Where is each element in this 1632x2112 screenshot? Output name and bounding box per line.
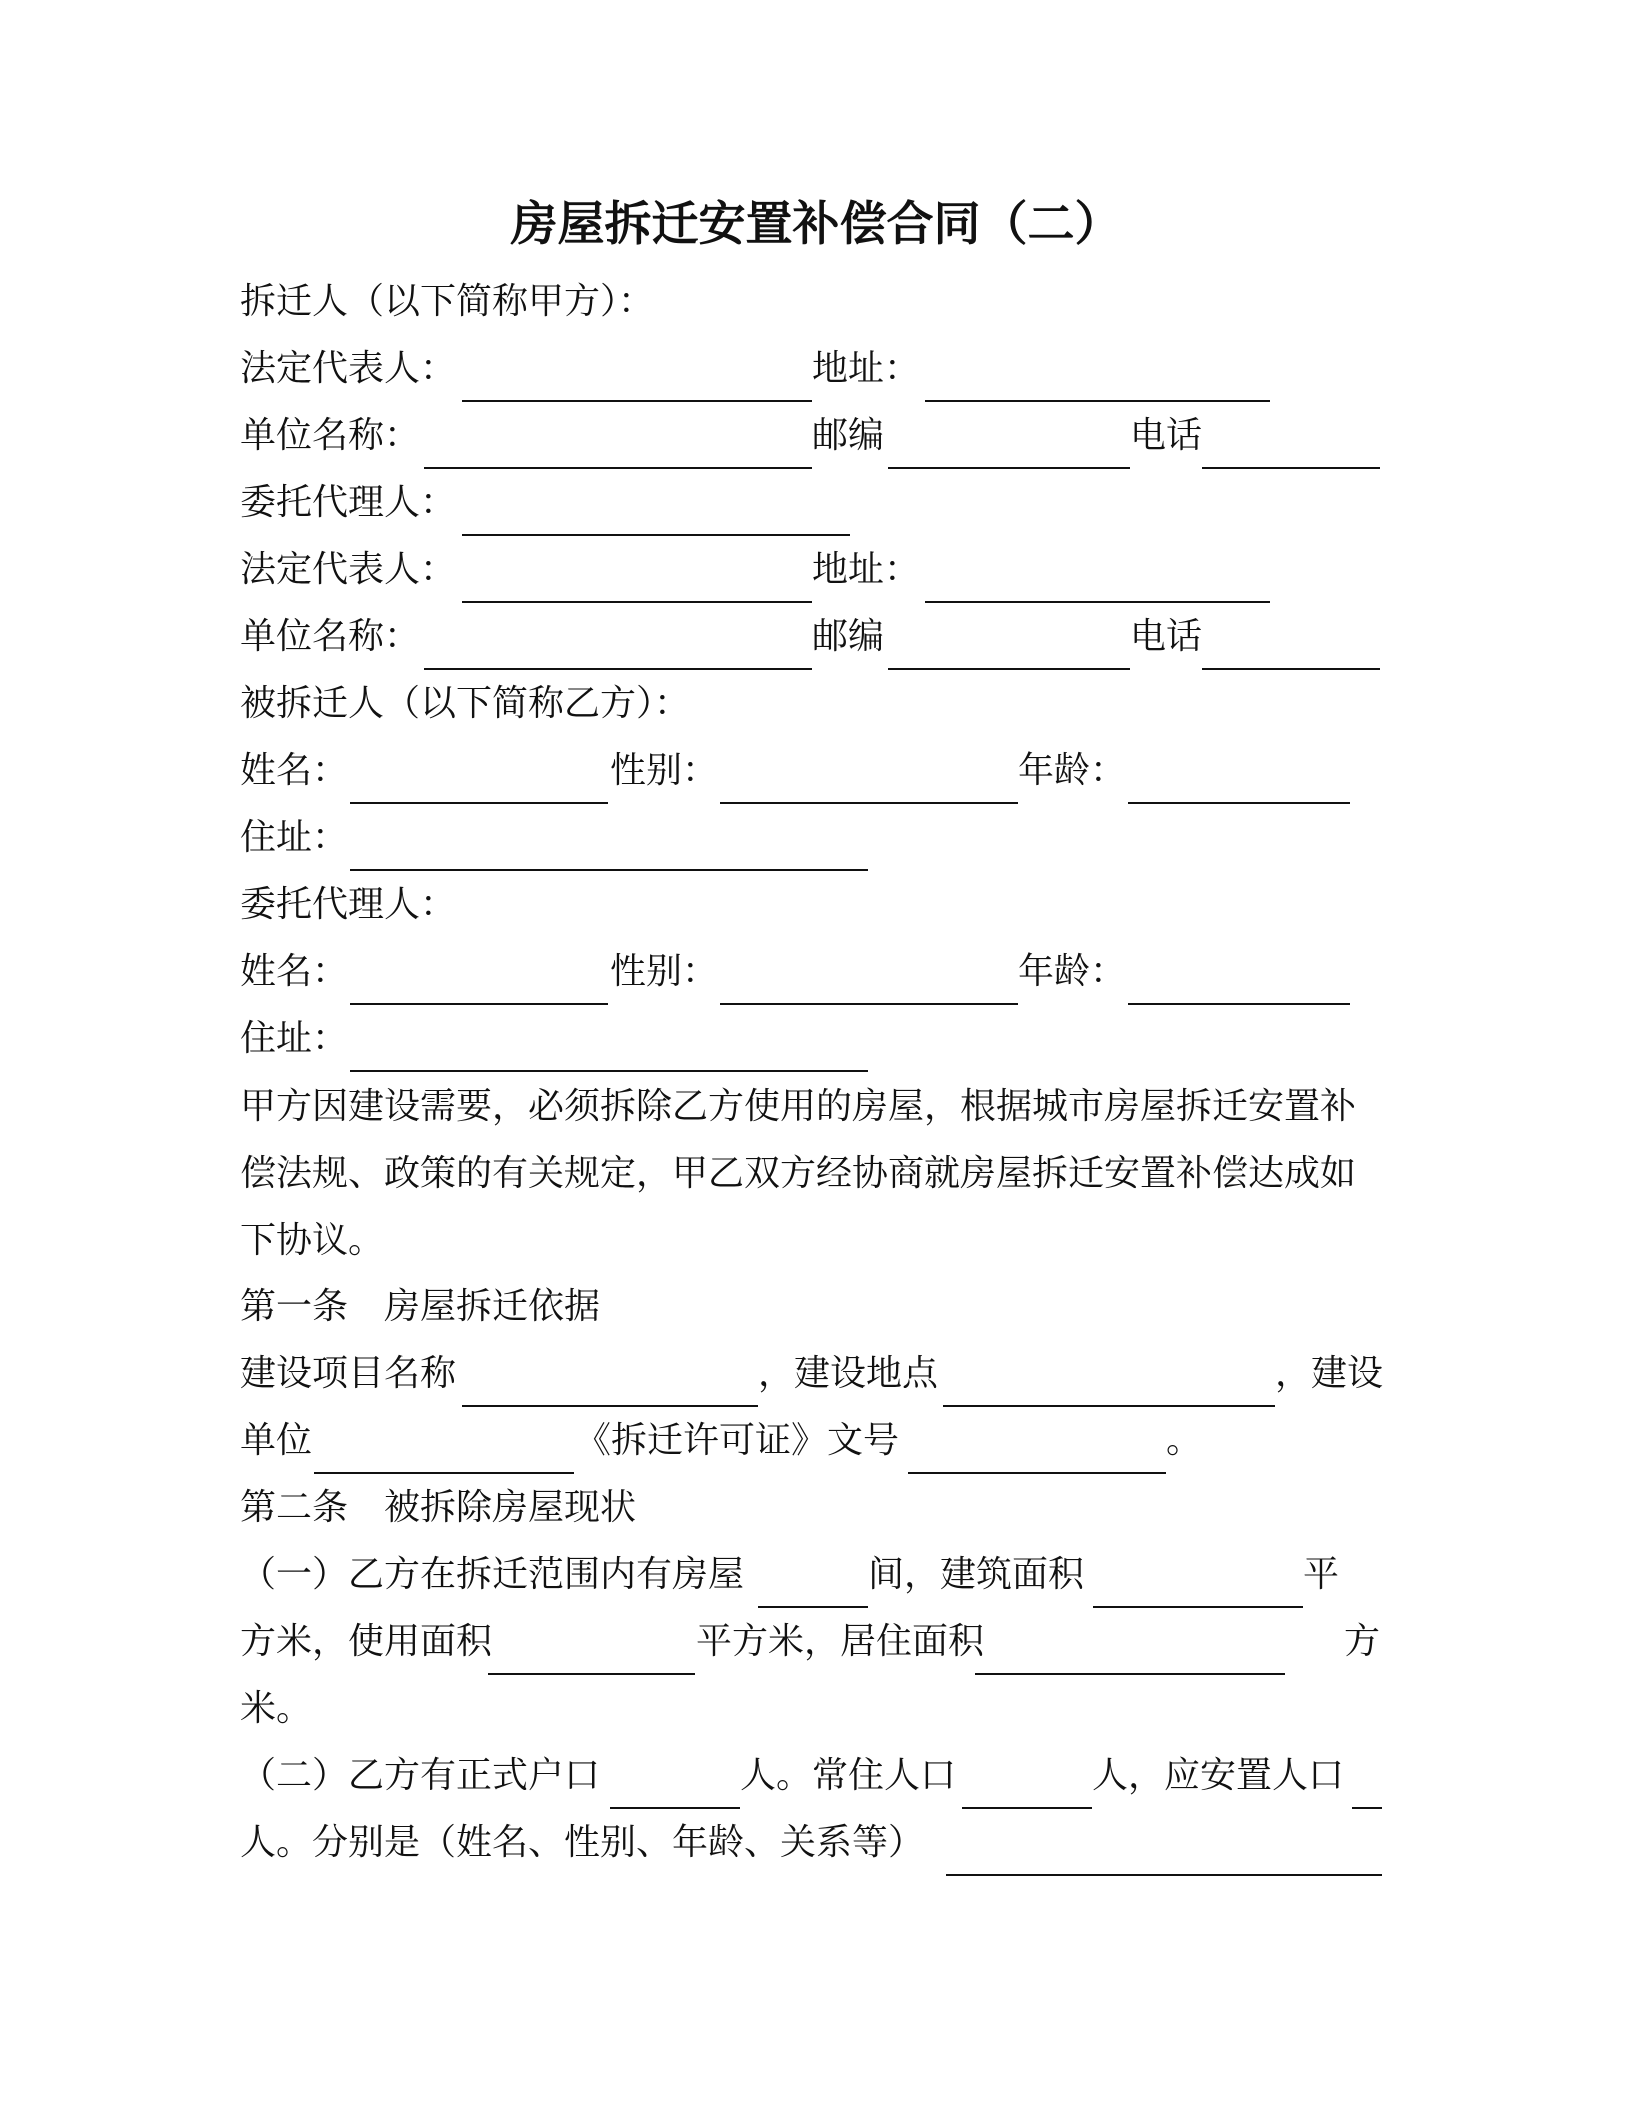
living-area-field[interactable] bbox=[975, 1673, 1285, 1675]
project-name-label: 建设项目名称 bbox=[240, 1353, 457, 1394]
unit-name-label-2: 单位名称： bbox=[240, 616, 421, 657]
building-area-field[interactable] bbox=[1093, 1606, 1303, 1608]
phone-field-2[interactable] bbox=[1202, 668, 1380, 670]
legal-rep-label-2: 法定代表人： bbox=[240, 549, 457, 590]
address-label-2: 地址： bbox=[812, 549, 921, 590]
site-field[interactable] bbox=[943, 1405, 1275, 1407]
permanent-residents-field[interactable] bbox=[962, 1807, 1092, 1809]
agent-residence-label: 住址： bbox=[240, 1018, 349, 1059]
page-title: 房屋拆迁安置补偿合同（二） bbox=[510, 197, 1122, 252]
agent-name-field[interactable] bbox=[350, 1003, 608, 1005]
unit-name-label: 单位名称： bbox=[240, 415, 421, 456]
party-b-header: 被拆迁人（以下简称乙方）： bbox=[240, 683, 691, 724]
residence-field[interactable] bbox=[350, 869, 868, 871]
usable-area-field[interactable] bbox=[488, 1673, 695, 1675]
agent-label: 委托代理人： bbox=[240, 482, 457, 523]
postcode-label: 邮编 bbox=[812, 415, 885, 456]
item1-text-b: 间，建筑面积 bbox=[868, 1554, 1085, 1595]
item1-text-a: （一）乙方在拆迁范围内有房屋 bbox=[240, 1554, 745, 1595]
unit-name-field[interactable] bbox=[424, 467, 812, 469]
gender-label: 性别： bbox=[610, 750, 719, 791]
resettle-count-field[interactable] bbox=[1352, 1807, 1382, 1809]
site-label: ，建设地点 bbox=[758, 1353, 939, 1394]
agent-gender-field[interactable] bbox=[720, 1003, 1018, 1005]
phone-field[interactable] bbox=[1202, 467, 1380, 469]
agent-residence-field[interactable] bbox=[350, 1070, 868, 1072]
name-field[interactable] bbox=[350, 802, 608, 804]
unit-label-a: ，建设 bbox=[1275, 1353, 1384, 1394]
item1-text-f: 方 bbox=[1344, 1621, 1381, 1662]
item2-text-b: 人。常住人口 bbox=[740, 1755, 957, 1796]
age-field[interactable] bbox=[1128, 802, 1350, 804]
rooms-field[interactable] bbox=[758, 1606, 868, 1608]
intro-paragraph: 甲方因建设需要，必须拆除乙方使用的房屋，根据城市房屋拆迁安置补偿法规、政策的有关规定，甲乙双方经协商就房屋拆迁安置补偿达成如下协议。 bbox=[240, 1086, 1357, 1261]
phone-label-2: 电话 bbox=[1130, 616, 1203, 657]
item2-text-d: 人。分别是（姓名、性别、年龄、关系等） bbox=[240, 1822, 925, 1863]
party-a-header: 拆迁人（以下简称甲方）： bbox=[240, 281, 655, 322]
article1-heading: 第一条 房屋拆迁依据 bbox=[240, 1286, 601, 1327]
item2-text-a: （二）乙方有正式户口 bbox=[240, 1755, 601, 1796]
legal-rep-field-2[interactable] bbox=[462, 601, 812, 603]
postcode-field[interactable] bbox=[888, 467, 1130, 469]
agent-age-label: 年龄： bbox=[1018, 951, 1127, 992]
postcode-field-2[interactable] bbox=[888, 668, 1130, 670]
permit-label: 《拆迁许可证》文号 bbox=[575, 1420, 900, 1461]
agent-age-field[interactable] bbox=[1128, 1003, 1350, 1005]
address-field[interactable] bbox=[925, 400, 1270, 402]
item1-text-c: 平 bbox=[1303, 1554, 1340, 1595]
persons-details-field[interactable] bbox=[946, 1874, 1382, 1876]
residence-label: 住址： bbox=[240, 817, 349, 858]
agent-name-label: 姓名： bbox=[240, 951, 349, 992]
agent-gender-label: 性别： bbox=[610, 951, 719, 992]
party-b-agent-label: 委托代理人： bbox=[240, 884, 457, 925]
address-field-2[interactable] bbox=[925, 601, 1270, 603]
address-label: 地址： bbox=[812, 348, 921, 389]
age-label: 年龄： bbox=[1018, 750, 1127, 791]
legal-rep-label: 法定代表人： bbox=[240, 348, 457, 389]
permit-end: 。 bbox=[1166, 1420, 1203, 1461]
registered-residents-field[interactable] bbox=[610, 1807, 740, 1809]
project-name-field[interactable] bbox=[462, 1405, 758, 1407]
item2-text-c: 人，应安置人口 bbox=[1092, 1755, 1345, 1796]
item1-text-g: 米。 bbox=[240, 1688, 313, 1729]
postcode-label-2: 邮编 bbox=[812, 616, 885, 657]
agent-field[interactable] bbox=[462, 534, 850, 536]
unit-name-field-2[interactable] bbox=[424, 668, 812, 670]
gender-field[interactable] bbox=[720, 802, 1018, 804]
name-label: 姓名： bbox=[240, 750, 349, 791]
construction-unit-field[interactable] bbox=[314, 1472, 574, 1474]
item1-text-d: 方米，使用面积 bbox=[240, 1621, 493, 1662]
phone-label: 电话 bbox=[1130, 415, 1203, 456]
permit-number-field[interactable] bbox=[908, 1472, 1166, 1474]
legal-rep-field[interactable] bbox=[462, 400, 812, 402]
article2-heading: 第二条 被拆除房屋现状 bbox=[240, 1487, 637, 1528]
item1-text-e: 平方米，居住面积 bbox=[696, 1621, 985, 1662]
unit-label-b: 单位 bbox=[240, 1420, 313, 1461]
